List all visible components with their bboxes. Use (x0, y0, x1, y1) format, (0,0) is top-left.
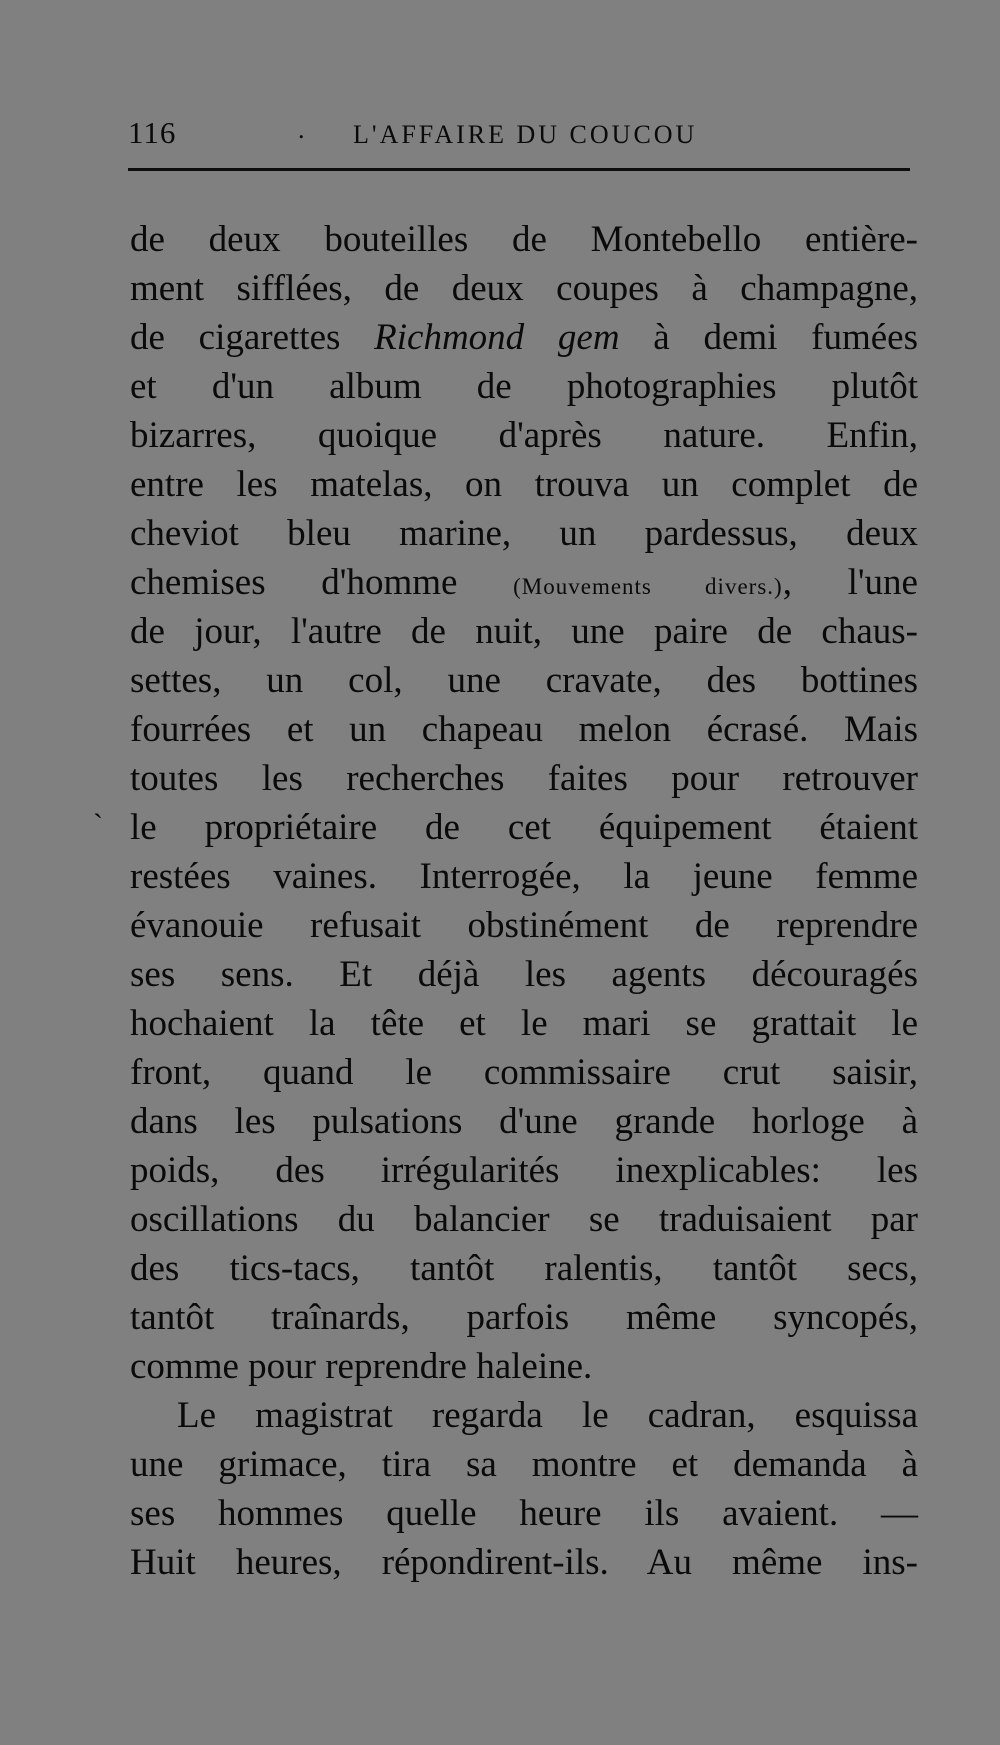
page-header (128, 115, 908, 155)
text-line: ment sifflées, de deux coupes à champagne, (130, 268, 918, 309)
text-line (130, 558, 918, 607)
text-line: fourrées et un chapeau melon écrasé. Mais (130, 709, 918, 750)
text-segment: à demi fumées (619, 317, 918, 358)
stage-direction-note: (Mouvements divers.) (513, 574, 783, 599)
text-line: entre les matelas, on trouva un complet de (130, 464, 918, 505)
text-line: comme pour reprendre haleine. (130, 1346, 593, 1387)
text-line: settes, un col, une cravate, des bottines (130, 660, 918, 701)
body-text (130, 215, 918, 1587)
text-line: restées vaines. Interrogée, la jeune femme (130, 856, 918, 897)
text-line: poids, des irrégularités inexplicables: les (130, 1150, 918, 1191)
text-line: et d'un album de photographies plutôt (130, 366, 918, 407)
text-line: une grimace, tira sa montre et demanda à (130, 1444, 918, 1485)
text-line: toutes les recherches faites pour retrouver (130, 758, 918, 799)
text-line (130, 313, 918, 362)
margin-mark: ` (93, 808, 103, 841)
text-line: front, quand le commissaire crut saisir, (130, 1052, 918, 1093)
page-number: 116 (128, 115, 177, 150)
text-line: oscillations du balancier se traduisaient par (130, 1199, 918, 1240)
text-line: de jour, l'autre de nuit, une paire de chaus- (130, 611, 918, 652)
text-line: ses hommes quelle heure ils avaient. — (130, 1493, 918, 1534)
paragraph-first-line: Le magistrat regarda le cadran, esquissa (177, 1395, 918, 1436)
text-line: tantôt traînards, parfois même syncopés, (130, 1297, 918, 1338)
text-line: dans les pulsations d'une grande horloge à (130, 1101, 918, 1142)
text-line: Huit heures, répondirent-ils. Au même ins- (130, 1542, 918, 1583)
italic-brand-name: Richmond gem (374, 317, 620, 358)
text-line: de deux bouteilles de Montebello entière- (130, 219, 918, 260)
text-line: ses sens. Et déjà les agents découragés (130, 954, 918, 995)
text-line: évanouie refusait obstinément de reprendre (130, 905, 918, 946)
text-line: cheviot bleu marine, un pardessus, deux (130, 513, 918, 554)
text-line: hochaient la tête et le mari se grattait le (130, 1003, 918, 1044)
text-segment: , l'une (782, 562, 918, 603)
text-line: le propriétaire de cet équipement étaient (130, 807, 918, 848)
running-title: L'AFFAIRE DU COUCOU (353, 120, 698, 149)
text-line: des tics-tacs, tantôt ralentis, tantôt secs, (130, 1248, 918, 1289)
text-line: bizarres, quoique d'après nature. Enfin, (130, 415, 918, 456)
header-rule (128, 168, 910, 171)
text-segment: de cigarettes (130, 317, 375, 358)
header-separator: . (298, 115, 305, 144)
text-segment: chemises d'homme (130, 562, 514, 603)
